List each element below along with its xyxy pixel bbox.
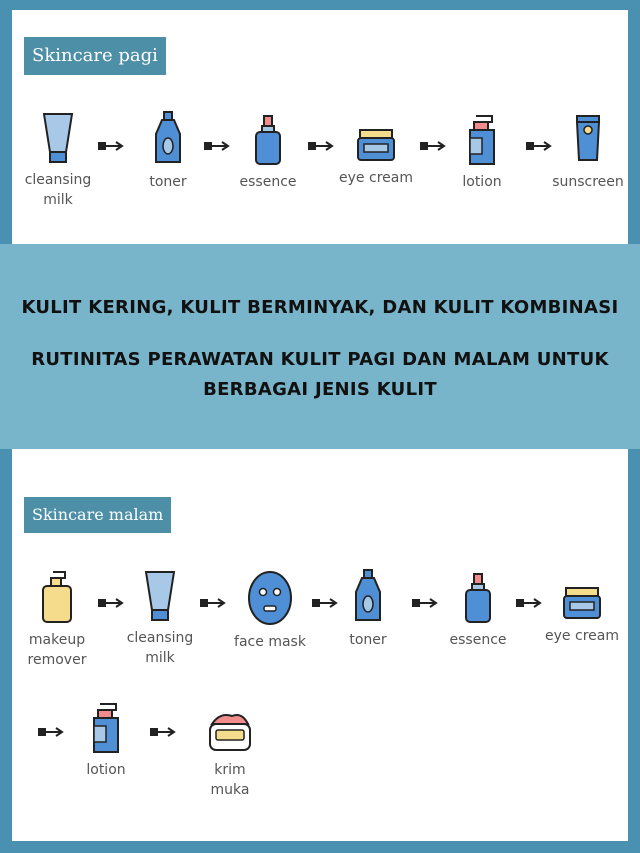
dropper-bottle-icon <box>463 572 493 624</box>
dropper-bottle-icon <box>253 114 283 166</box>
product-label: essence <box>239 174 297 190</box>
product-label: makeup remover <box>27 632 87 668</box>
product-label: cleansing milk <box>126 630 194 666</box>
product-label: essence <box>449 632 507 648</box>
pump-bottle-icon <box>466 114 498 166</box>
banner-subtitle-line-2: BERBAGAI JENIS KULIT <box>203 379 437 400</box>
product-label: face mask <box>234 634 306 650</box>
product-face-mask-night <box>220 570 320 652</box>
banner-title: KULIT KERING, KULIT BERMINYAK, DAN KULIT KOMBINASI <box>21 297 619 318</box>
product-eye-cream-morning <box>326 128 426 188</box>
product-toner-morning <box>118 110 218 192</box>
section-label-morning: Skincare pagi <box>24 37 166 75</box>
pump-bottle-icon <box>39 570 75 624</box>
bottle-icon <box>352 568 384 624</box>
section-label-night: Skincare malam <box>24 497 171 533</box>
product-sunscreen-morning <box>538 114 638 192</box>
product-krim-muka-night <box>180 710 280 800</box>
product-label: eye cream <box>545 628 619 644</box>
product-label: eye cream <box>339 170 413 186</box>
sunscreen-tube-icon <box>573 114 603 166</box>
product-essence-night <box>428 572 528 650</box>
product-eye-cream-night <box>532 586 632 646</box>
product-cleansing-milk-morning <box>8 112 108 210</box>
product-makeup-remover-night <box>7 570 107 670</box>
product-label: krim muka <box>210 762 250 798</box>
cream-jar-icon <box>206 710 254 754</box>
product-essence-morning <box>218 114 318 192</box>
product-label: lotion <box>86 762 126 778</box>
product-toner-night <box>318 568 418 650</box>
product-label: toner <box>349 632 387 648</box>
product-label: sunscreen <box>552 174 624 190</box>
product-cleansing-milk-night <box>110 570 210 668</box>
pump-bottle-icon <box>90 702 122 754</box>
product-label: toner <box>149 174 187 190</box>
arrow-icon <box>150 726 176 738</box>
jar-icon <box>356 128 396 162</box>
tube-icon <box>140 570 180 622</box>
bottle-icon <box>152 110 184 166</box>
product-label: lotion <box>462 174 502 190</box>
banner-subtitle-line-1: RUTINITAS PERAWATAN KULIT PAGI DAN MALAM UNTUK <box>31 349 609 370</box>
product-lotion-morning <box>432 114 532 192</box>
jar-icon <box>562 586 602 620</box>
face-mask-icon <box>247 570 293 626</box>
product-label: cleansing milk <box>24 172 92 208</box>
title-banner <box>0 244 640 449</box>
product-lotion-night <box>56 702 156 780</box>
tube-icon <box>38 112 78 164</box>
